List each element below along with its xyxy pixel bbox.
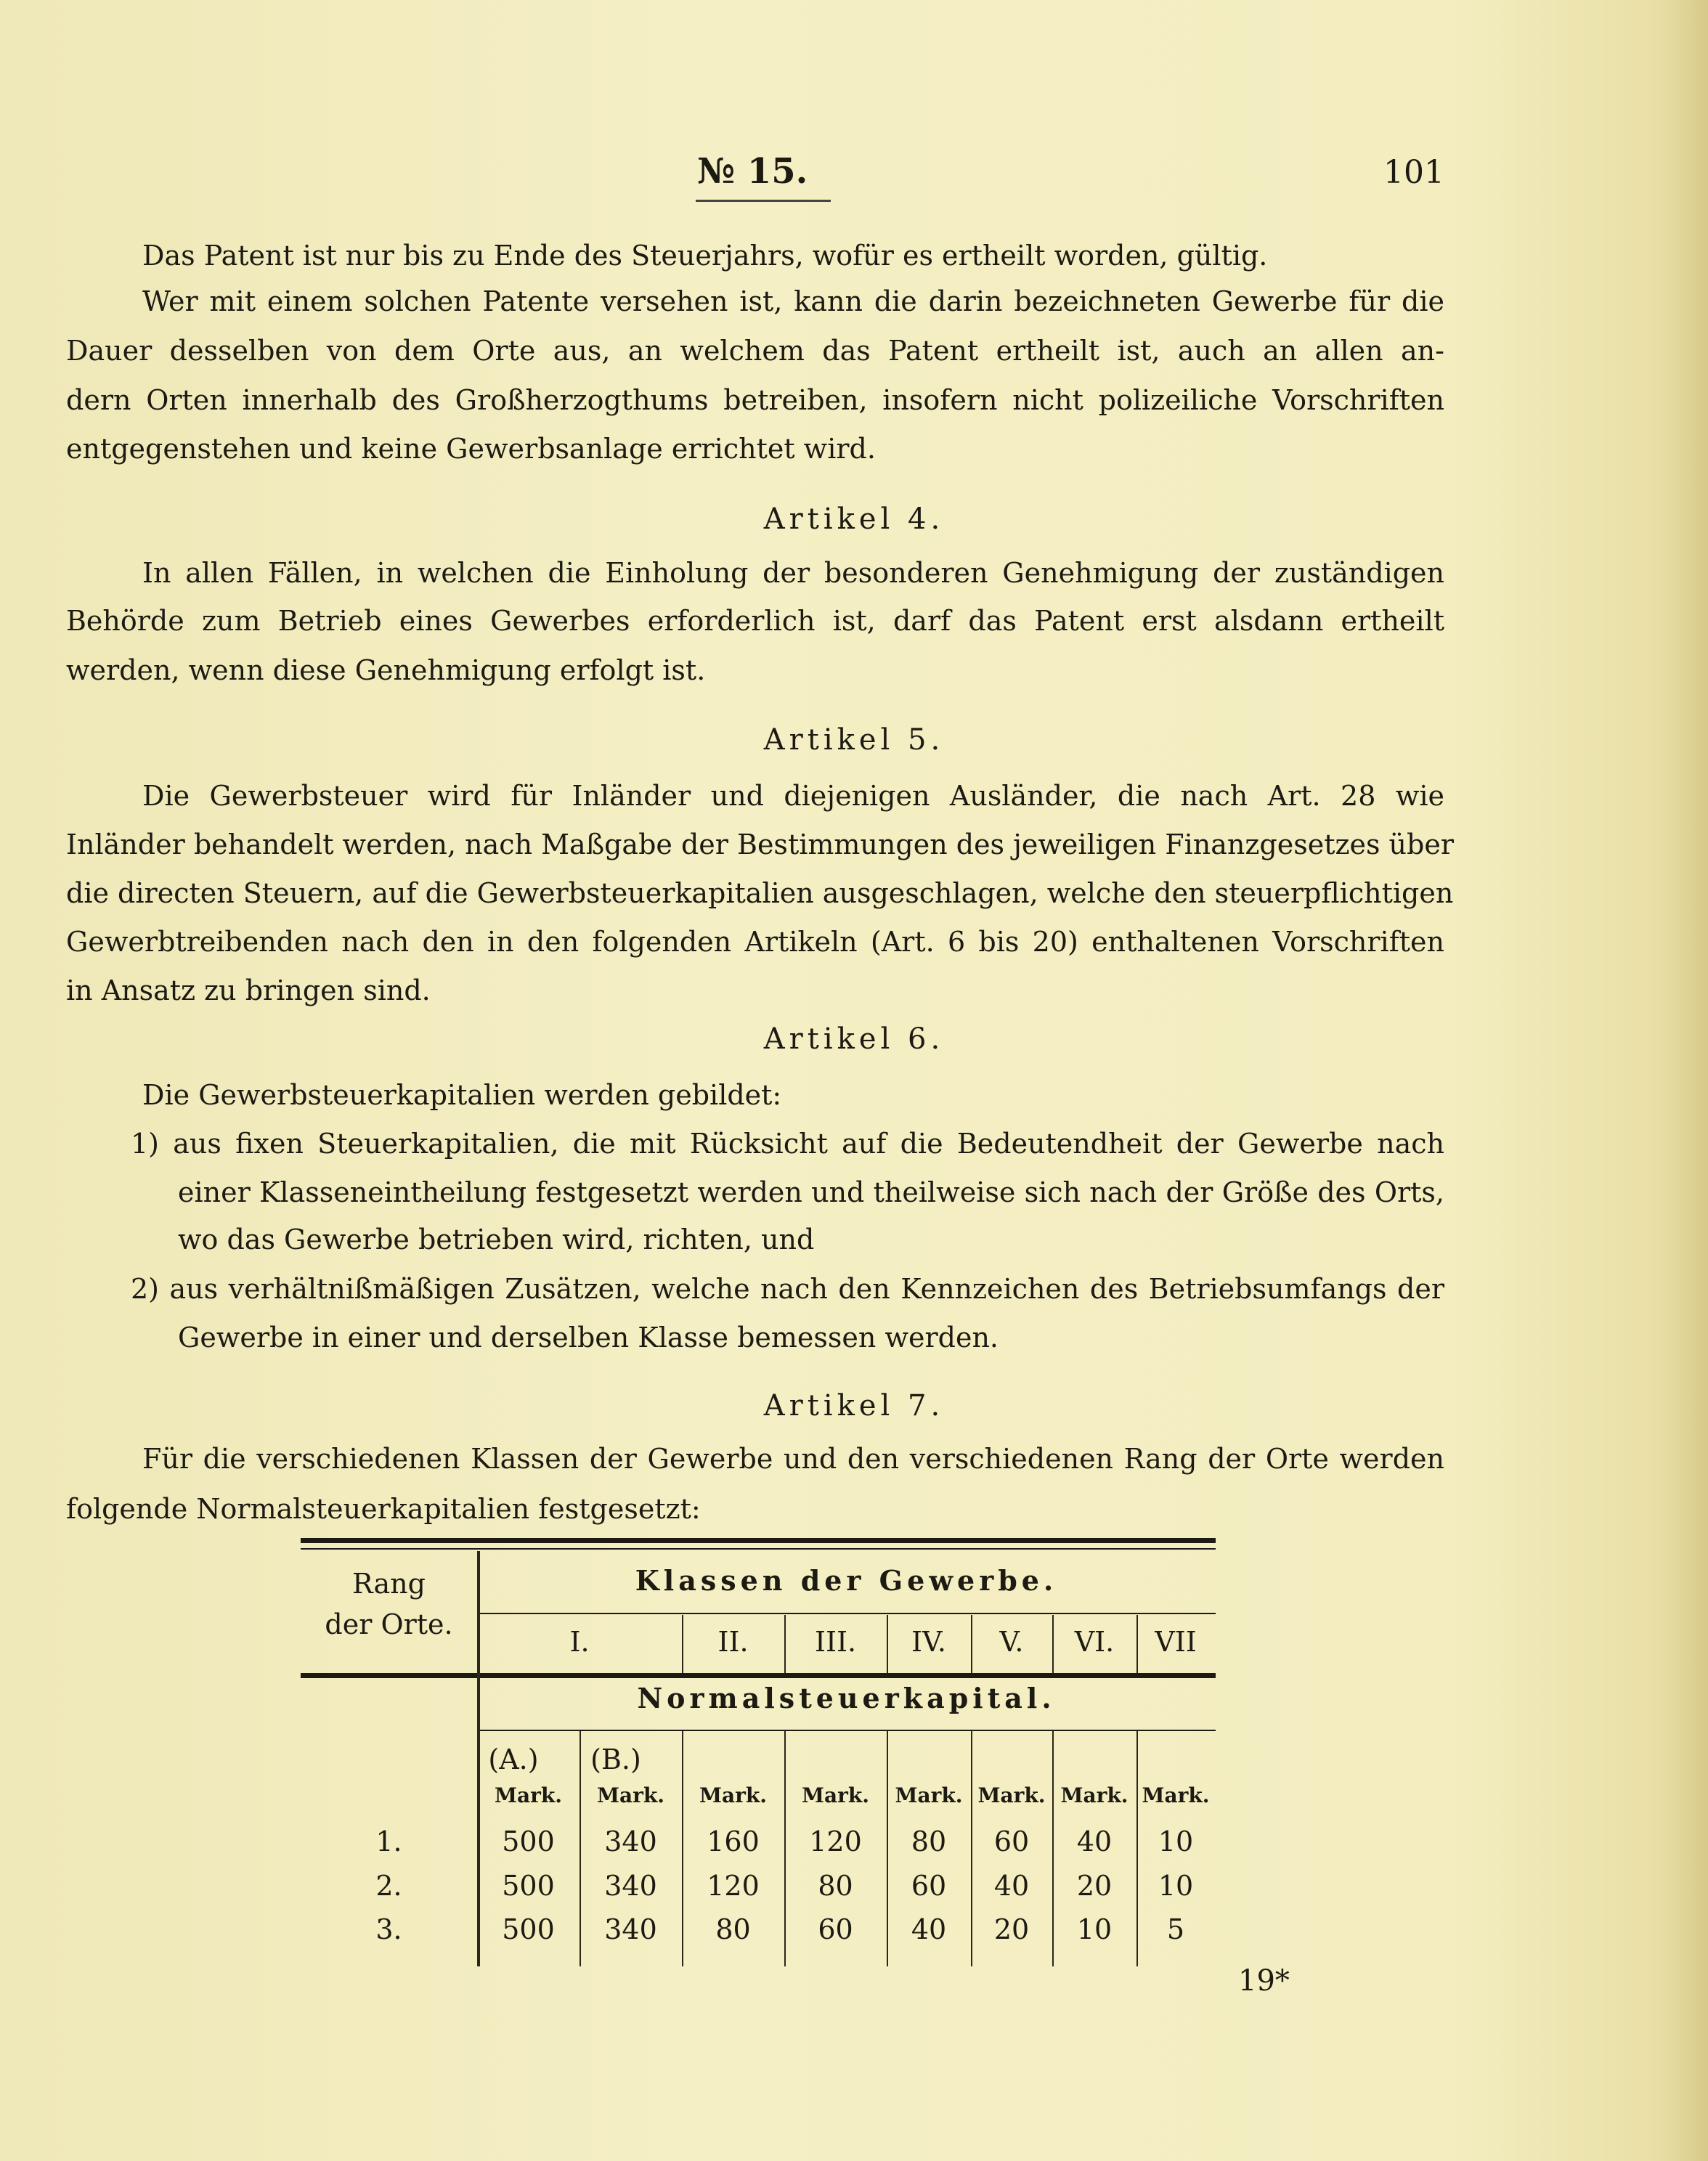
rank-header: der Orte.	[325, 1608, 453, 1640]
classes-underline	[477, 1613, 1216, 1614]
text-line: Die Gewerbsteuerkapitalien werden gebildet:	[142, 1079, 782, 1111]
text-line: Wer mit einem solchen Patente versehen ist, kann die darin bezeichneten Gewerbe für die	[142, 285, 1444, 317]
unit-label: Mark.	[596, 1783, 665, 1807]
unit-label: Mark.	[801, 1783, 870, 1807]
table-value: 80	[911, 1826, 947, 1857]
table-value: 340	[604, 1913, 657, 1945]
unit-label: Mark.	[977, 1783, 1046, 1807]
text-line: 2) aus verhältnißmäßigen Zusätzen, welche nach den Kennzeichen des Betriebsumfangs der	[131, 1273, 1444, 1305]
rank-value: 1.	[375, 1826, 402, 1857]
rank-header: Rang	[352, 1568, 426, 1600]
table-value: 40	[993, 1870, 1030, 1902]
table-value: 80	[818, 1870, 853, 1902]
text-line: In allen Fällen, in welchen die Einholung der besonderen Genehmigung der zuständigen	[142, 557, 1444, 589]
text-line: folgende Normalsteuerkapitalien festgesetzt:	[66, 1493, 701, 1525]
unit-label: Mark.	[494, 1783, 563, 1807]
text-line: Die Gewerbsteuer wird für Inländer und diejenigen Ausländer, die nach Art. 28 wie	[142, 780, 1444, 812]
class-label: III.	[814, 1626, 857, 1658]
table-value: 5	[1166, 1913, 1185, 1945]
table-value: 10	[1076, 1913, 1113, 1945]
text-line: dern Orten innerhalb des Großherzogthums betreiben, insofern nicht polizeiliche Vorschriften	[66, 384, 1444, 416]
table-value: 500	[502, 1870, 555, 1902]
text-line: Gewerbe in einer und derselben Klasse bemessen werden.	[178, 1322, 999, 1354]
capital-underline	[477, 1730, 1216, 1731]
table-value: 60	[911, 1870, 947, 1902]
text-line: Inländer behandelt werden, nach Maßgabe der Bestimmungen des jeweiligen Finanzgesetzes über	[66, 829, 1455, 860]
class-label: VII	[1155, 1626, 1197, 1658]
class-label: VI.	[1074, 1626, 1115, 1658]
unit-label: Mark.	[1060, 1783, 1128, 1807]
table-value: 160	[707, 1826, 760, 1857]
unit-label: Mark.	[895, 1783, 963, 1807]
issue-number: № 15.	[697, 151, 808, 192]
text-line: einer Klasseneintheilung festgesetzt werden und theilweise sich nach der Größe des Orts,	[178, 1176, 1444, 1208]
table-value: 40	[911, 1913, 947, 1945]
table-value: 10	[1158, 1870, 1194, 1902]
table-value: 60	[993, 1826, 1030, 1857]
text-line: Behörde zum Betrieb eines Gewerbes erforderlich ist, darf das Patent erst alsdann ertheilt	[66, 605, 1444, 637]
unit-label: Mark.	[1142, 1783, 1210, 1807]
text-line: in Ansatz zu bringen sind.	[66, 974, 431, 1006]
header-separator-rule	[301, 1673, 1216, 1678]
classes-header: Klassen der Gewerbe.	[635, 1564, 1058, 1597]
rank-value: 3.	[375, 1913, 402, 1945]
table-value: 500	[502, 1913, 555, 1945]
table-value: 340	[604, 1826, 657, 1857]
text-line: werden, wenn diese Genehmigung erfolgt ist.	[66, 654, 706, 686]
text-line: Dauer desselben von dem Orte aus, an welchem das Patent ertheilt ist, auch an allen an-	[66, 335, 1444, 367]
page-number: 101	[1383, 154, 1444, 191]
table-value: 60	[818, 1913, 853, 1945]
signature-mark: 19*	[1238, 1964, 1290, 1998]
text-line: entgegenstehen und keine Gewerbsanlage errichtet wird.	[66, 433, 876, 465]
table-value: 10	[1158, 1826, 1194, 1857]
table-value: 20	[1076, 1870, 1113, 1902]
text-line: Das Patent ist nur bis zu Ende des Steuerjahrs, wofür es ertheilt worden, gültig.	[142, 240, 1268, 272]
article-heading: Artikel 7.	[763, 1389, 945, 1423]
class-label: II.	[717, 1626, 749, 1658]
text-line: 1) aus fixen Steuerkapitalien, die mit Rücksicht auf die Bedeutendheit der Gewerbe nach	[131, 1128, 1444, 1160]
table-value: 40	[1076, 1826, 1113, 1857]
class-label: I.	[569, 1626, 590, 1658]
text-line: die directen Steuern, auf die Gewerbsteuerkapitalien ausgeschlagen, welche den steuerpflichtigen	[66, 877, 1454, 909]
header-underline	[696, 200, 831, 202]
class-label: V.	[999, 1626, 1024, 1658]
sub-label-a: (A.)	[488, 1743, 539, 1775]
article-heading: Artikel 6.	[763, 1022, 945, 1056]
table-top-thin-rule	[301, 1548, 1216, 1550]
class-label: IV.	[911, 1626, 946, 1658]
unit-label: Mark.	[699, 1783, 768, 1807]
text-line: wo das Gewerbe betrieben wird, richten, und	[178, 1224, 815, 1256]
article-heading: Artikel 4.	[763, 502, 945, 536]
table-value: 120	[809, 1826, 862, 1857]
table-value: 500	[502, 1826, 555, 1857]
table-value: 80	[715, 1913, 751, 1945]
article-heading: Artikel 5.	[763, 723, 945, 757]
table-value: 340	[604, 1870, 657, 1902]
table-value: 20	[993, 1913, 1030, 1945]
table-value: 120	[707, 1870, 760, 1902]
text-line: Gewerbtreibenden nach den in den folgenden Artikeln (Art. 6 bis 20) enthaltenen Vorschriften	[66, 926, 1444, 958]
normal-tax-capital-table	[301, 1538, 1216, 1966]
sub-label-b: (B.)	[590, 1743, 641, 1775]
text-line: Für die verschiedenen Klassen der Gewerbe und den verschiedenen Rang der Orte werden	[142, 1443, 1444, 1475]
capital-header: Normalsteuerkapital.	[637, 1682, 1056, 1714]
table-top-rule	[301, 1538, 1216, 1543]
rank-value: 2.	[375, 1870, 402, 1902]
